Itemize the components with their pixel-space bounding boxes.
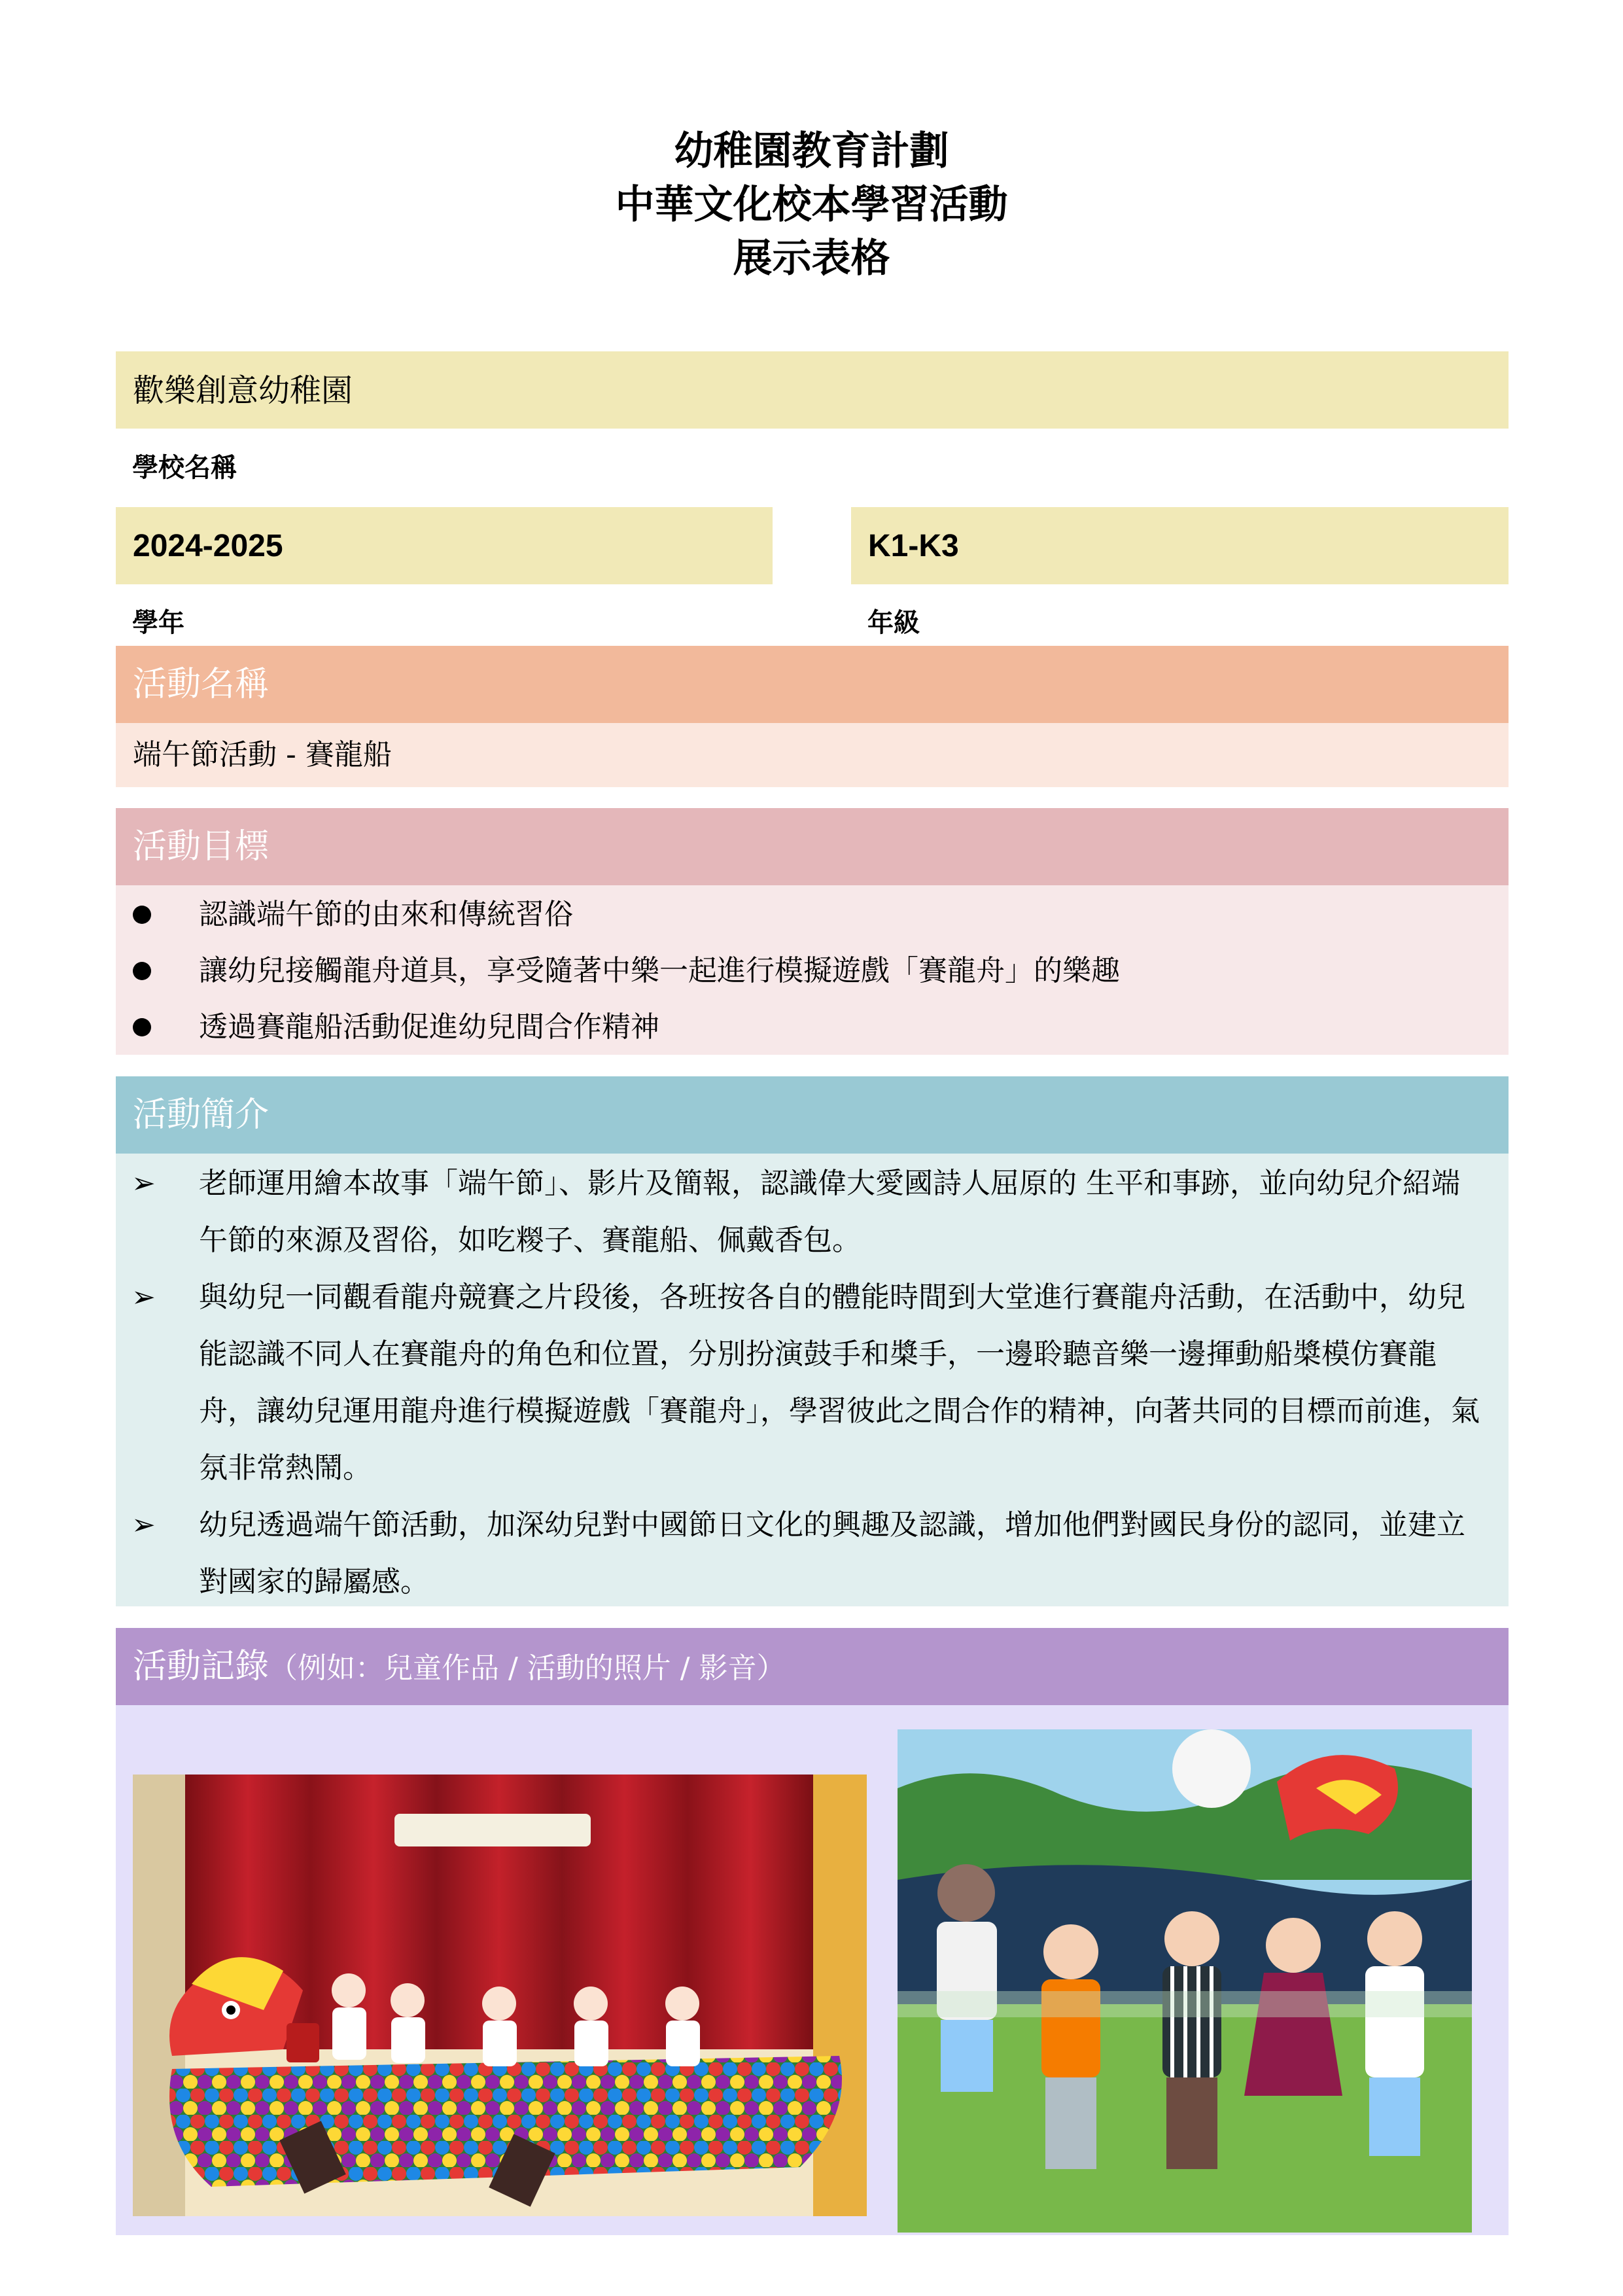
arrow-bullet-icon: ➢	[131, 1280, 156, 1314]
intro-heading: 活動簡介	[133, 1095, 270, 1135]
title-line-3: 展示表格	[733, 236, 890, 281]
activity-name-value: 端午節活動 - 賽龍船	[133, 738, 392, 771]
bullet-icon	[133, 962, 151, 980]
objective-item: 透過賽龍船活動促進幼兒間合作精神	[116, 999, 1509, 1055]
objectives-list	[116, 887, 1509, 1055]
school-name-value: 歡樂創意幼稚園	[133, 372, 353, 409]
intro-item: ➢ 幼兒透過端午節活動，加深幼兒對中國節日文化的興趣及認識，增加他們對國民身份的認同，並建立對國家的歸屬感。	[116, 1496, 1482, 1610]
arrow-bullet-icon: ➢	[131, 1167, 156, 1200]
school-year-label: 學年	[132, 608, 184, 638]
grade-field	[851, 507, 1509, 584]
intro-header	[116, 1076, 1509, 1154]
activity-name-heading: 活動名稱	[133, 665, 270, 704]
objectives-body	[116, 885, 1509, 1055]
objectives-heading: 活動目標	[133, 827, 270, 866]
children-crafts-image	[898, 1729, 1472, 2233]
activity-name-header	[116, 646, 1509, 723]
records-heading: 活動記錄	[133, 1647, 270, 1686]
records-heading-note: （例如：兒童作品 / 活動的照片 / 影音）	[269, 1651, 786, 1685]
title-line-1: 幼稚園教育計劃	[674, 128, 949, 174]
bullet-icon	[133, 906, 151, 924]
records-header	[116, 1628, 1509, 1705]
school-year-value: 2024-2025	[133, 529, 283, 563]
photo-dragon-boat-stage	[133, 1775, 867, 2216]
title-line-2: 中華文化校本學習活動	[615, 182, 1008, 228]
grade-label: 年級	[867, 608, 920, 638]
activity-name-body	[116, 723, 1509, 787]
dragon-boat-stage-image	[133, 1775, 867, 2216]
intro-item: ➢ 老師運用繪本故事「端午節」、影片及簡報，認識偉大愛國詩人屈原的 生平和事跡，並向幼兒介紹端午節的來源及習俗，如吃糉子、賽龍船、佩戴香包。	[116, 1155, 1482, 1269]
bullet-icon	[133, 1018, 151, 1036]
intro-body	[116, 1154, 1509, 1606]
intro-list	[116, 1155, 1509, 1610]
school-name-field	[116, 351, 1509, 429]
objective-item: 讓幼兒接觸龍舟道具，享受隨著中樂一起進行模擬遊戲「賽龍舟」的樂趣	[116, 943, 1509, 999]
objectives-header	[116, 808, 1509, 885]
grade-value: K1-K3	[868, 529, 959, 563]
intro-item: ➢ 與幼兒一同觀看龍舟競賽之片段後，各班按各自的體能時間到大堂進行賽龍舟活動，在活動中，幼兒能認識不同人在賽龍舟的角色和位置，分別扮演鼓手和槳手，一邊聆聽音樂一邊揮動船槳模仿賽龍舟，讓幼兒運用龍舟進行模擬遊戲「賽龍舟」，學習彼此之間合作的精神，向著共同的目標而前進，氣氛非常熱鬧。	[116, 1269, 1482, 1496]
school-year-field	[116, 507, 773, 584]
document-title	[0, 124, 1623, 285]
records-heading-line	[116, 1628, 1509, 1707]
objective-item: 認識端午節的由來和傳統習俗	[116, 887, 1509, 943]
arrow-bullet-icon: ➢	[131, 1508, 156, 1542]
photo-children-crafts	[898, 1729, 1472, 2233]
school-name-label: 學校名稱	[132, 453, 237, 483]
